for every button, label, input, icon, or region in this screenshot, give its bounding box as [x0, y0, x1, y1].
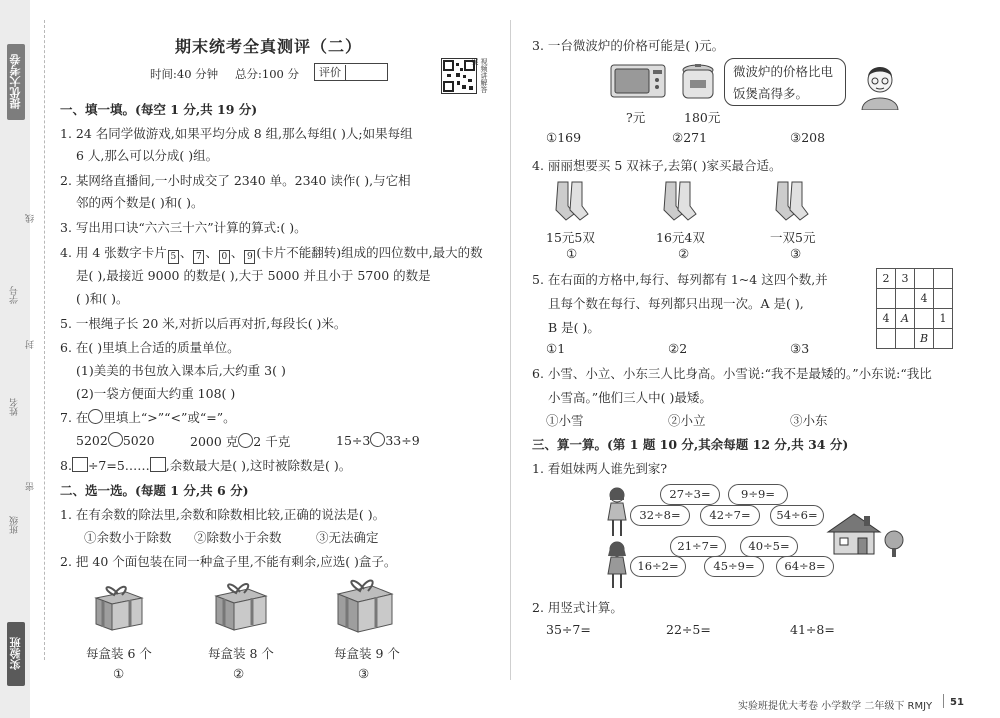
q7-item — [76, 432, 155, 448]
footer-text: 实验班提优大考卷 小学数学 二年级下 RMJY — [738, 701, 933, 712]
calc-pill: 9÷9= — [728, 484, 788, 505]
q1-line-b: 6 人,那么可以分成( )组。 — [76, 148, 219, 163]
k2-item: 35÷7= — [546, 622, 591, 637]
blank-box — [150, 457, 166, 472]
r3-line: 3. 一台微波炉的价格可能是( )元。 — [532, 38, 725, 53]
c1-line: 1. 在有余数的除法里,余数和除数相比较,正确的说法是( )。 — [60, 507, 386, 522]
qr-caption: 视频讲解答案 — [471, 58, 488, 93]
calc-pill: 42÷7= — [700, 505, 760, 526]
q8-prefix: 8. — [60, 458, 72, 473]
side-brand-top: 提优大考卷 — [7, 44, 25, 120]
r4-line: 4. 丽丽想要买 5 双袜子,去第( )家买最合适。 — [532, 158, 782, 173]
q7-right: 33÷9 — [385, 433, 420, 448]
page-number: 51 — [950, 697, 964, 708]
grid-cell: 1 — [934, 309, 953, 329]
section-1-heading: 一、填一填。(每空 1 分,共 19 分) — [60, 102, 258, 117]
exam-total: 总分:100 分 — [235, 67, 299, 81]
option-number: ② — [678, 246, 690, 261]
q7-left: 5202 — [76, 433, 108, 448]
q7-left: 2000 克 — [190, 434, 239, 449]
q6-sub-a: (1)美美的书包放入课本后,大约重 3( ) — [76, 363, 286, 378]
grid-cell — [934, 289, 953, 309]
price-label: 180元 — [684, 110, 721, 125]
q2-line-a: 2. 某网络直播间,一小时成交了 2340 单。2340 读作( ),与它相 — [60, 173, 411, 188]
q7-right: 2 千克 — [253, 434, 291, 449]
cut-line — [44, 20, 45, 660]
sock-price: 15元5双 — [546, 230, 595, 245]
r6-opt-3: ③小东 — [790, 413, 828, 428]
r5-line-b: 且每个数在每行、每列都只出现一次。A 是( ), — [548, 296, 804, 311]
r5-opt-3: ③3 — [790, 341, 810, 356]
sock-icon — [660, 180, 698, 225]
grid-cell — [877, 329, 896, 349]
option-number: ① — [566, 246, 578, 261]
q3-line: 3. 写出用口诀“六六三十六”计算的算式:( )。 — [60, 220, 307, 235]
q7-item — [336, 432, 420, 448]
grid-cell — [915, 309, 934, 329]
q7-left: 15÷3 — [336, 433, 371, 448]
price-label: ?元 — [626, 110, 646, 125]
k1-line: 1. 看姐妹两人谁先到家? — [532, 461, 668, 476]
digit-card: 5 — [168, 250, 179, 264]
microwave-icon — [610, 64, 666, 103]
eval-label: 评价 — [315, 65, 346, 81]
cut-word-secret: 密 — [26, 482, 36, 491]
option-number: ② — [233, 666, 245, 681]
blank-box — [72, 457, 88, 472]
c2-line: 2. 把 40 个面包装在同一种盒子里,不能有剩余,应选( )盒子。 — [60, 554, 397, 569]
compare-circle-icon — [88, 409, 103, 424]
r5-opt-2: ②2 — [668, 341, 688, 356]
c1-opt-1: ①余数小于除数 — [84, 530, 172, 545]
calc-pill: 40÷5= — [740, 536, 798, 557]
house-icon — [826, 512, 882, 559]
q4-line-a: 4. 用 4 张数字卡片 5 、 7 、 0 、 9 (卡片不能翻转)组成的四位数中,最大的数 — [60, 245, 483, 262]
q8-mid: ÷7=5…… — [87, 458, 150, 473]
gift-box-icon — [90, 580, 148, 635]
grid-cell — [896, 289, 915, 309]
grid-cell: A — [896, 309, 915, 329]
girl-icon — [604, 486, 630, 541]
grid-cell: 4 — [877, 309, 896, 329]
c1-opt-2: ②除数小于余数 — [194, 530, 282, 545]
option-number: ③ — [358, 666, 370, 681]
tree-icon — [884, 530, 904, 561]
q4-prefix: 4. 用 4 张数字卡片 — [60, 245, 167, 260]
teacher-icon — [856, 60, 904, 113]
grid-cell: 3 — [896, 269, 915, 289]
digit-card: 7 — [193, 250, 204, 264]
calc-pill: 45÷9= — [704, 556, 764, 577]
r5-opt-1: ①1 — [546, 341, 566, 356]
r6-opt-1: ①小雪 — [546, 413, 584, 428]
calc-pill: 21÷7= — [670, 536, 726, 557]
q4-line-b: 是( ),最接近 9000 的数是( ),大于 5000 并且小于 5700 的数是 — [76, 268, 431, 283]
q2-line-b: 邻的两个数是( )和( )。 — [76, 195, 204, 210]
r3-opt-1: ①169 — [546, 130, 582, 145]
q7-item — [190, 432, 290, 450]
grid-cell — [877, 289, 896, 309]
q7-suffix: 里填上“>”“<”或“=”。 — [103, 410, 236, 425]
page-title: 期末统考全真测评（二） — [175, 37, 363, 56]
cut-word-line: 线 — [26, 214, 36, 223]
q7-line — [60, 408, 236, 426]
digit-card: 0 — [219, 250, 230, 264]
q7-prefix: 7. 在 — [60, 410, 89, 425]
section-3-heading: 三、算一算。(第 1 题 10 分,其余每题 12 分,共 34 分) — [532, 437, 849, 452]
option-number: ③ — [790, 246, 802, 261]
compare-circle-icon — [108, 432, 123, 447]
box-caption: 每盒装 9 个 — [334, 646, 400, 661]
calc-pill: 16÷2= — [630, 556, 686, 577]
gift-box-icon — [210, 576, 272, 635]
k2-item: 22÷5= — [666, 622, 711, 637]
side-label-class: 班级 — [10, 516, 20, 534]
r3-opt-3: ③208 — [790, 130, 826, 145]
sock-price: 一双5元 — [770, 230, 816, 245]
sock-icon — [772, 180, 810, 225]
q8-line — [60, 456, 351, 474]
side-label-name: 姓名 — [10, 398, 20, 416]
r5-line-c: B 是( )。 — [548, 320, 600, 335]
grid-cell — [915, 269, 934, 289]
compare-circle-icon — [370, 432, 385, 447]
q5-line: 5. 一根绳子长 20 米,对折以后再对折,每段长( )米。 — [60, 316, 347, 331]
rice-cooker-icon — [680, 62, 716, 105]
grid-cell: 2 — [877, 269, 896, 289]
q4-line-c: ( )和( )。 — [76, 291, 129, 306]
cut-word-seal: 封 — [26, 340, 36, 349]
speech-bubble: 微波炉的价格比电饭煲高得多。 — [724, 58, 846, 106]
column-divider — [510, 20, 511, 680]
grid-cell — [896, 329, 915, 349]
r6-line-b: 小雪高。”他们三人中( )最矮。 — [548, 390, 712, 405]
section-2-heading: 二、选一选。(每题 1 分,共 6 分) — [60, 483, 249, 498]
k2-item: 41÷8= — [790, 622, 835, 637]
box-caption: 每盒装 8 个 — [208, 646, 274, 661]
option-number: ① — [113, 666, 125, 681]
grid-cell — [934, 329, 953, 349]
r5-line-a: 5. 在右面的方格中,每行、每列都有 1~4 这四个数,并 — [532, 272, 828, 287]
r3-opt-2: ②271 — [672, 130, 708, 145]
side-brand-bottom: 实验班 — [7, 622, 25, 686]
girl-icon — [604, 540, 630, 593]
grid-cell — [934, 269, 953, 289]
q6-sub-b: (2)一袋方便面大约重 108( ) — [76, 386, 236, 401]
gift-box-icon — [332, 572, 398, 637]
r6-line-a: 6. 小雪、小立、小东三人比身高。小雪说:“我不是最矮的。”小东说:“我比 — [532, 366, 932, 381]
calc-pill: 27÷3= — [660, 484, 720, 505]
side-label-id: 学号 — [10, 286, 20, 304]
calc-pill: 64÷8= — [776, 556, 834, 577]
k2-line: 2. 用竖式计算。 — [532, 600, 623, 615]
exam-time: 时间:40 分钟 — [150, 67, 219, 81]
grid-cell: B — [915, 329, 934, 349]
footer-divider — [943, 694, 944, 708]
q1-line-a: 1. 24 名同学做游戏,如果平均分成 8 组,那么每组( )人;如果每组 — [60, 126, 413, 141]
box-caption: 每盒装 6 个 — [86, 646, 152, 661]
sock-icon — [552, 180, 590, 225]
sock-price: 16元4双 — [656, 230, 705, 245]
grid-cell: 4 — [915, 289, 934, 309]
digit-card: 9 — [244, 250, 255, 264]
c1-opt-3: ③无法确定 — [316, 530, 379, 545]
r6-opt-2: ②小立 — [668, 413, 706, 428]
eval-box — [314, 63, 388, 81]
q4-suffix: (卡片不能翻转)组成的四位数中,最大的数 — [256, 245, 483, 260]
compare-circle-icon — [238, 433, 253, 448]
calc-pill: 32÷8= — [630, 505, 690, 526]
q7-right: 5020 — [122, 433, 155, 448]
q6-line: 6. 在( )里填上合适的质量单位。 — [60, 340, 240, 355]
sudoku-grid — [876, 268, 953, 349]
q8-suffix: ,余数最大是( ),这时被除数是( )。 — [165, 458, 352, 473]
calc-pill: 54÷6= — [770, 505, 824, 526]
